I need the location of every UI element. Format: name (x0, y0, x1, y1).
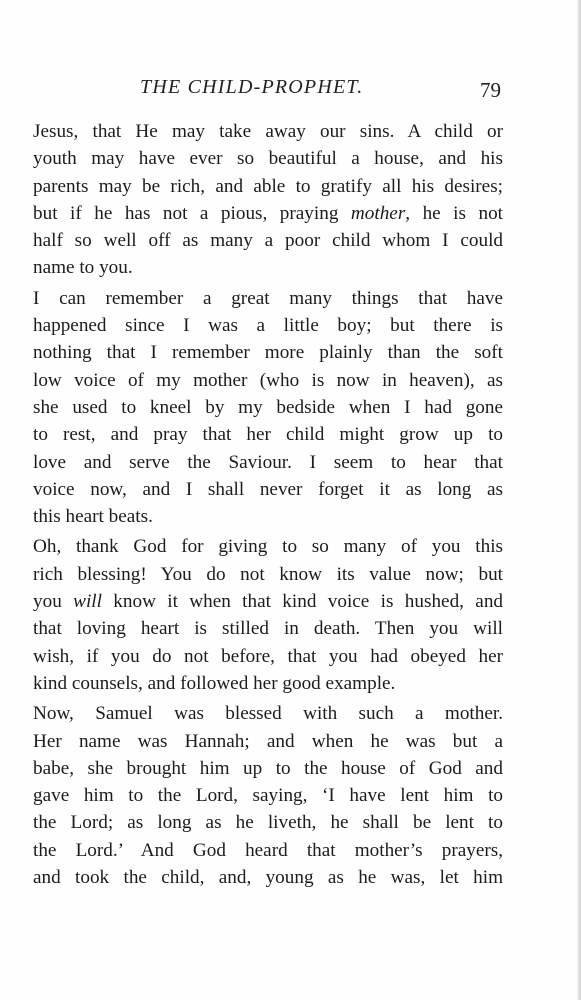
text-line: the Lord; as long as he liveth, he shall be lent to (33, 812, 503, 834)
text-line: you will know it when that kind voice is hushed, and (33, 591, 504, 613)
body-text (33, 118, 503, 891)
text-line: Oh, thank God for giving to so many of you this (33, 536, 503, 558)
text-line: this heart beats. (33, 506, 153, 528)
page-header (0, 76, 581, 106)
text-line: low voice of my mother (who is now in heaven), as (33, 369, 503, 391)
paragraph-2 (33, 285, 503, 531)
text-line: rich blessing! You do not know its value now; but (33, 563, 503, 585)
paragraph-1 (33, 118, 503, 282)
text-line: the Lord.’ And God heard that mother’s prayers, (33, 839, 503, 861)
text-line: babe, she brought him up to the house of God and (33, 757, 503, 779)
running-title: THE CHILD-PROPHET. (140, 76, 364, 98)
text-line: youth may have ever so beautiful a house, and his (33, 148, 503, 170)
text-line: and took the child, and, young as he was, let him (33, 867, 503, 889)
text-line: Jesus, that He may take away our sins. A child or (33, 121, 503, 142)
page-number: 79 (480, 78, 501, 102)
text-line: Now, Samuel was blessed with such a mother. (33, 703, 503, 725)
text-line: happened since I was a little boy; but there is (33, 315, 503, 337)
text-line: but if he has not a pious, praying mother, he is not (33, 202, 503, 224)
page-edge-shadow (577, 0, 581, 1000)
paragraph-4 (33, 700, 503, 891)
text-line: to rest, and pray that her child might grow up to (33, 424, 503, 446)
text-line: love and serve the Saviour. I seem to hear that (33, 451, 503, 473)
text-line: parents may be rich, and able to gratify all his desires; (33, 175, 503, 197)
text-line: kind counsels, and followed her good example. (33, 672, 396, 694)
text-line: voice now, and I shall never forget it as long as (33, 478, 503, 500)
text-line: half so well off as many a poor child whom I could (33, 230, 503, 252)
text-line: nothing that I remember more plainly than the soft (33, 342, 503, 364)
text-line: I can remember a great many things that have (33, 287, 503, 309)
text-line: that loving heart is stilled in death. Then you will (33, 618, 503, 640)
text-line: Her name was Hannah; and when he was but a (33, 730, 503, 752)
text-line: gave him to the Lord, saying, ‘I have lent him to (33, 785, 503, 807)
text-line: she used to kneel by my bedside when I had gone (33, 396, 503, 418)
text-line: name to you. (33, 257, 133, 279)
text-line: wish, if you do not before, that you had obeyed her (33, 645, 503, 667)
paragraph-3 (33, 533, 503, 697)
